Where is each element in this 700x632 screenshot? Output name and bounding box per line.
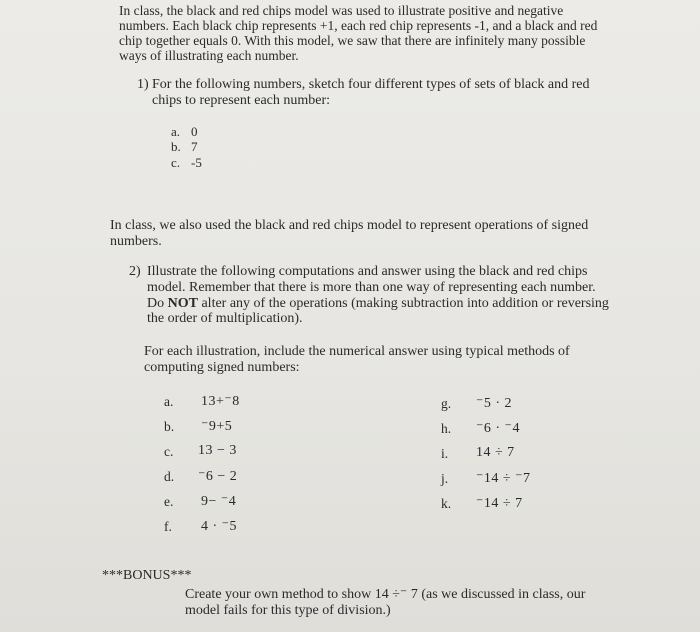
q2-item-c-expr: 13 − 3 (198, 443, 237, 458)
q2-line-3-pre: Do (147, 296, 168, 311)
intro-line-2: numbers. Each black chip represents +1, each red chip represents -1, and a black and red (119, 18, 598, 33)
q1-item-b-letter: b. (171, 139, 181, 154)
q1-item-a-letter: a. (171, 124, 181, 139)
q1-item-c-letter: c. (171, 155, 181, 170)
q2-item-e-letter: e. (164, 494, 174, 509)
q2-item-b-letter: b. (164, 419, 175, 434)
q2-item-g-letter: g. (441, 396, 452, 411)
q2-item-h-expr: ⁻6 · ⁻4 (476, 421, 520, 436)
q2-item-a-letter: a. (164, 394, 174, 409)
ops-intro-line-1: In class, we also used the black and red chips model to represent operations of signed (110, 218, 589, 233)
q1-line-2: chips to represent each number: (152, 93, 331, 108)
q2-item-e-expr: 9− ⁻4 (201, 494, 237, 509)
bonus-label: ***BONUS*** (102, 568, 192, 583)
q2-line-3-post: alter any of the operations (making subtraction into addition or reversing (197, 296, 609, 311)
q2-line-3 (147, 296, 609, 312)
q2-item-d-letter: d. (164, 469, 175, 484)
ops-intro-line-2: numbers. (110, 234, 162, 249)
q2-item-f-letter: f. (164, 519, 172, 534)
q2-line-2: model. Remember that there is more than one way of representing each number. (147, 280, 596, 295)
q2-item-k-letter: k. (441, 496, 452, 511)
q2-item-j-expr: ⁻14 ÷ ⁻7 (476, 471, 531, 486)
q1-number: 1) (137, 77, 149, 92)
q2-item-a-expr: 13+⁻8 (201, 394, 240, 409)
q2-instructions-line-2: computing signed numbers: (144, 360, 300, 375)
intro-line-4: ways of illustrating each number. (119, 48, 299, 63)
q2-line-1: Illustrate the following computations and answer using the black and red chips (147, 264, 588, 279)
intro-line-3: chip together equals 0. With this model, we saw that there are infinitely many possible (119, 33, 586, 48)
q1-item-b-value: 7 (191, 139, 198, 154)
q2-item-b-expr: ⁻9+5 (201, 419, 233, 434)
q2-item-j-letter: j. (441, 471, 449, 486)
q2-item-h-letter: h. (441, 421, 452, 436)
q2-line-3-bold: NOT (167, 296, 198, 311)
bonus-line-2: model fails for this type of division.) (185, 603, 391, 618)
q1-item-c-value: -5 (191, 155, 202, 170)
intro-line-1: In class, the black and red chips model was used to illustrate positive and negative (119, 3, 564, 18)
q2-item-i-expr: 14 ÷ 7 (476, 445, 515, 460)
q2-item-c-letter: c. (164, 444, 174, 459)
q2-item-k-expr: ⁻14 ÷ 7 (476, 496, 523, 511)
bonus-line-1: Create your own method to show 14 ÷⁻ 7 (as we discussed in class, our (185, 587, 586, 602)
q2-line-4: the order of multiplication). (147, 311, 303, 326)
q1-item-a-value: 0 (191, 124, 198, 139)
q1-line-1: For the following numbers, sketch four different types of sets of black and red (152, 77, 590, 92)
q2-item-g-expr: ⁻5 · 2 (476, 396, 513, 411)
q2-instructions-line-1: For each illustration, include the numerical answer using typical methods of (144, 344, 570, 359)
q2-item-f-expr: 4 · ⁻5 (201, 519, 238, 534)
q2-item-i-letter: i. (441, 446, 449, 461)
q2-item-d-expr: ⁻6 − 2 (198, 469, 238, 484)
q2-number: 2) (129, 264, 141, 279)
